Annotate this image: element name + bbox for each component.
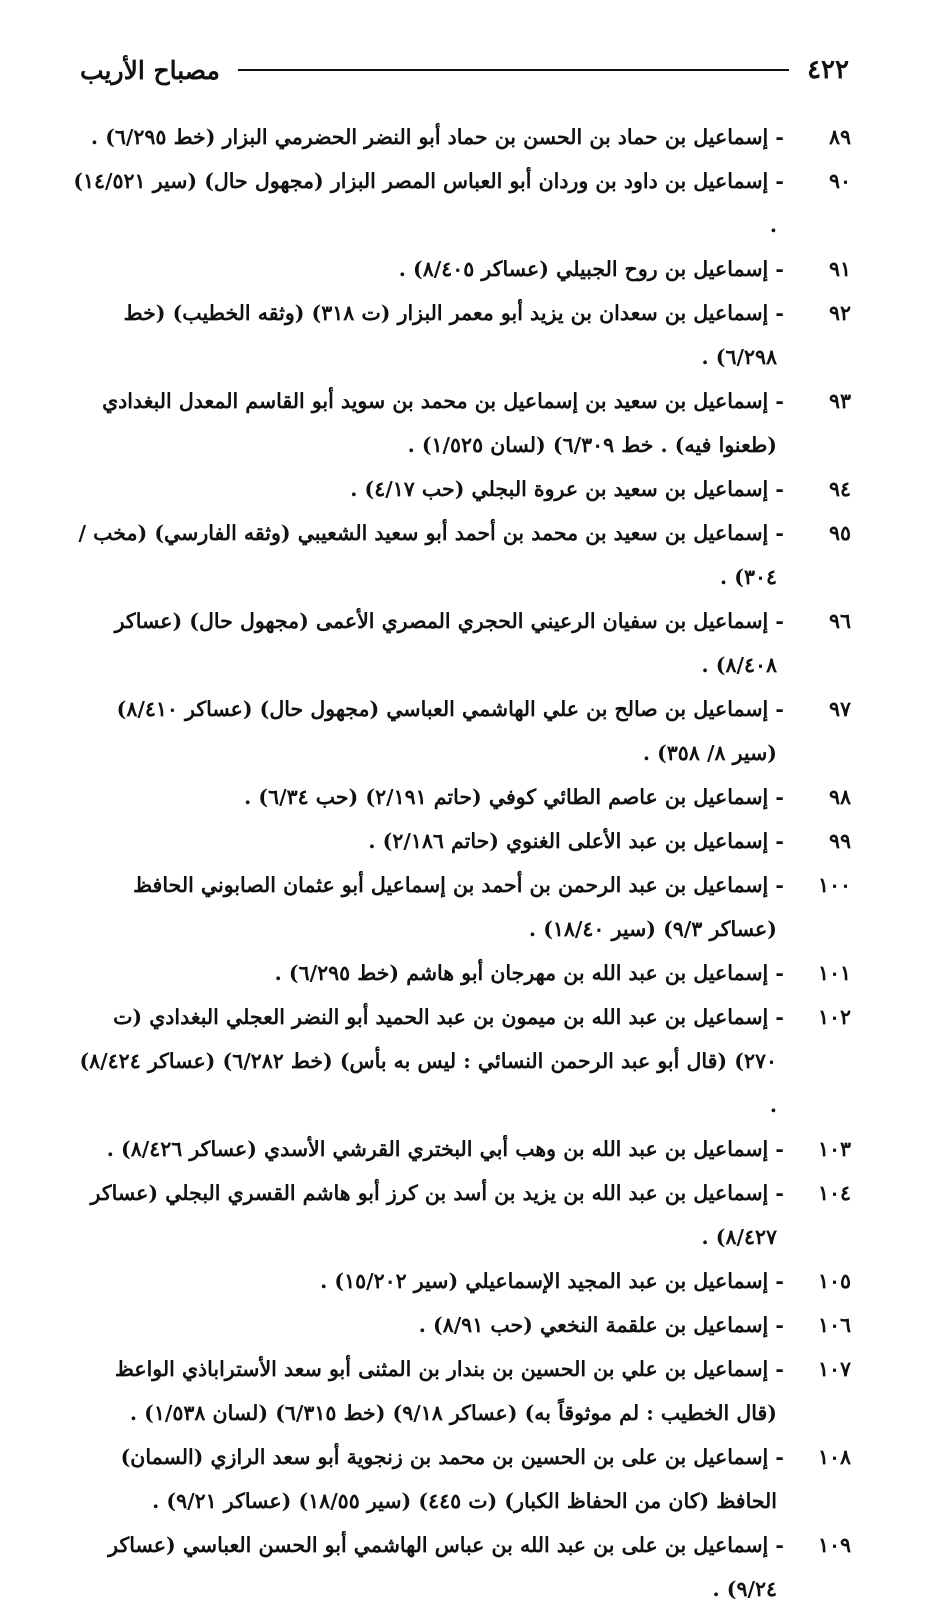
biography-entry <box>70 687 851 775</box>
entry-text: إسماعيل بن عبد الله بن مهرجان أبو هاشم (خط ٦/٢٩٥) . <box>274 961 769 985</box>
entry-number: ١٠٧ <box>817 1357 851 1381</box>
biography-entry <box>70 159 851 247</box>
entry-text: إسماعيل بن سعيد بن إسماعيل بن محمد بن سويد أبو القاسم المعدل البغدادي (طعنوا فيه) . خط ٦/٣٠٩) (لسان ١/٥٢٥) . <box>102 389 777 457</box>
entry-number: ٩٨ <box>828 785 851 809</box>
entry-dash: - <box>768 961 791 985</box>
entry-dash: - <box>768 169 791 193</box>
biography-entry <box>70 775 851 819</box>
running-title: مصباح الأريب <box>80 55 220 85</box>
entry-number: ٨٩ <box>828 125 851 149</box>
entry-number: ١٠٤ <box>817 1181 851 1205</box>
biography-entry <box>70 1259 851 1303</box>
entry-dash: - <box>768 301 791 325</box>
entry-dash: - <box>768 1269 791 1293</box>
entry-number: ٩٧ <box>828 697 851 721</box>
entry-dash: - <box>768 1005 791 1029</box>
biography-entry <box>70 1127 851 1171</box>
entry-number: ٩٣ <box>828 389 851 413</box>
entry-text: إسماعيل بن سعدان بن يزيد أبو معمر البزار (ت ٣١٨) (وثقه الخطيب) (خط ٦/٢٩٨) . <box>123 301 777 369</box>
entry-number: ١٠٣ <box>817 1137 851 1161</box>
entry-number: ٩٢ <box>828 301 851 325</box>
biography-entry <box>70 247 851 291</box>
entry-number: ١٠٠ <box>817 873 851 897</box>
page-header <box>80 50 849 90</box>
biography-entry <box>70 599 851 687</box>
entry-text: إسماعيل بن روح الجبيلي (عساكر ٨/٤٠٥) . <box>398 257 769 281</box>
entry-number: ١٠٩ <box>817 1533 851 1557</box>
biography-entry <box>70 1523 851 1611</box>
biography-entry <box>70 115 851 159</box>
entry-dash: - <box>768 521 791 545</box>
entry-dash: - <box>768 609 791 633</box>
entry-number: ١٠٨ <box>817 1445 851 1469</box>
entry-text: إسماعيل بن على بن عبد الله بن عباس الهاشمي أبو الحسن العباسي (عساكر ٩/٢٤) . <box>108 1533 777 1601</box>
entry-text: إسماعيل بن عبد الرحمن بن أحمد بن إسماعيل أبو عثمان الصابوني الحافظ (عساكر ٩/٣) (سير ١٨/٤٠) . <box>133 873 777 941</box>
entry-text: إسماعيل بن سعيد بن محمد بن أحمد أبو سعيد الشعيبي (وثقه الفارسي) (مخب / ٣٠٤) . <box>78 521 777 589</box>
entry-number: ١٠٥ <box>817 1269 851 1293</box>
entry-dash: - <box>768 1533 791 1557</box>
entry-number: ٩٤ <box>828 477 851 501</box>
entry-text: إسماعيل بن داود بن وردان أبو العباس المصر البزار (مجهول حال) (سير ١٤/٥٢١) . <box>73 169 777 237</box>
entry-dash: - <box>768 477 791 501</box>
entry-dash: - <box>768 1137 791 1161</box>
header-rule <box>238 69 789 71</box>
entry-text: إسماعيل بن سعيد بن عروة البجلي (حب ٤/١٧) . <box>350 477 769 501</box>
biography-entry <box>70 863 851 951</box>
entry-number: ١٠٦ <box>817 1313 851 1337</box>
entry-dash: - <box>768 257 791 281</box>
entry-text: إسماعيل بن صالح بن علي الهاشمي العباسي (مجهول حال) (عساكر ٨/٤١٠) (سير ٨/ ٣٥٨) . <box>116 697 777 765</box>
entry-text: إسماعيل بن عبد الأعلى الغنوي (حاتم ٢/١٨٦) . <box>368 829 769 853</box>
entry-number: ٩٦ <box>828 609 851 633</box>
biography-entry-list <box>70 115 851 1611</box>
entry-number: ١٠١ <box>817 961 851 985</box>
entry-number: ٩٥ <box>828 521 851 545</box>
entry-dash: - <box>768 785 791 809</box>
biography-entry <box>70 291 851 379</box>
entry-dash: - <box>768 1357 791 1381</box>
entry-text: إسماعيل بن علي بن الحسين بن بندار بن المثنى أبو سعد الأستراباذي الواعظ (قال الخطيب : لم موثوقاً به) (عساكر ٩/١٨) (خط ٦/٣١٥) (لسان ١/٥٣٨) . <box>114 1357 777 1425</box>
biography-entry <box>70 1347 851 1435</box>
entry-text: إسماعيل بن عبد الله بن ميمون بن عبد الحميد أبو النضر العجلي البغدادي (ت ٢٧٠) (قال أبو عبد الرحمن النسائي : ليس به بأس) (خط ٦/٢٨٢) (عساكر ٨/٤٢٤) . <box>79 1005 777 1117</box>
entry-dash: - <box>768 389 791 413</box>
entry-text: إسماعيل بن عبد الله بن يزيد بن أسد بن كرز أبو هاشم القسري البجلي (عساكر ٨/٤٢٧) . <box>90 1181 777 1249</box>
entry-number: ٩٩ <box>828 829 851 853</box>
biography-entry <box>70 1171 851 1259</box>
entry-number: ١٠٢ <box>817 1005 851 1029</box>
entry-text: إسماعيل بن حماد بن الحسن بن حماد أبو النضر الحضرمي البزار (خط ٦/٢٩٥) . <box>90 125 769 149</box>
entry-dash: - <box>768 1313 791 1337</box>
biography-entry <box>70 995 851 1127</box>
biography-entry <box>70 379 851 467</box>
biography-entry <box>70 819 851 863</box>
entry-number: ٩١ <box>828 257 851 281</box>
biography-entry <box>70 951 851 995</box>
biography-entry <box>70 1303 851 1347</box>
entry-dash: - <box>768 873 791 897</box>
entry-dash: - <box>768 1181 791 1205</box>
entry-dash: - <box>768 697 791 721</box>
entry-text: إسماعيل بن على بن الحسين بن محمد بن زنجوية أبو سعد الرازي (السمان) الحافظ (كان من الحفاظ الكبار) (ت ٤٤٥) (سير ١٨/٥٥) (عساكر ٩/٢١) . <box>120 1445 777 1513</box>
entry-text: إسماعيل بن سفيان الرعيني الحجري المصري الأعمى (مجهول حال) (عساكر ٨/٤٠٨) . <box>114 609 777 677</box>
biography-entry <box>70 511 851 599</box>
entry-text: إسماعيل بن علقمة النخعي (حب ٨/٩١) . <box>418 1313 769 1337</box>
entry-number: ٩٠ <box>828 169 851 193</box>
entry-text: إسماعيل بن عبد المجيد الإسماعيلي (سير ١٥/٢٠٢) . <box>320 1269 769 1293</box>
entry-dash: - <box>768 125 791 149</box>
biography-entry <box>70 467 851 511</box>
entry-text: إسماعيل بن عبد الله بن وهب أبي البختري القرشي الأسدي (عساكر ٨/٤٢٦) . <box>106 1137 769 1161</box>
entry-dash: - <box>768 1445 791 1469</box>
entry-text: إسماعيل بن عاصم الطائي كوفي (حاتم ٢/١٩١) (حب ٦/٣٤) . <box>244 785 769 809</box>
page-number: ٤٢٢ <box>807 55 849 85</box>
entry-dash: - <box>768 829 791 853</box>
biography-entry <box>70 1435 851 1523</box>
